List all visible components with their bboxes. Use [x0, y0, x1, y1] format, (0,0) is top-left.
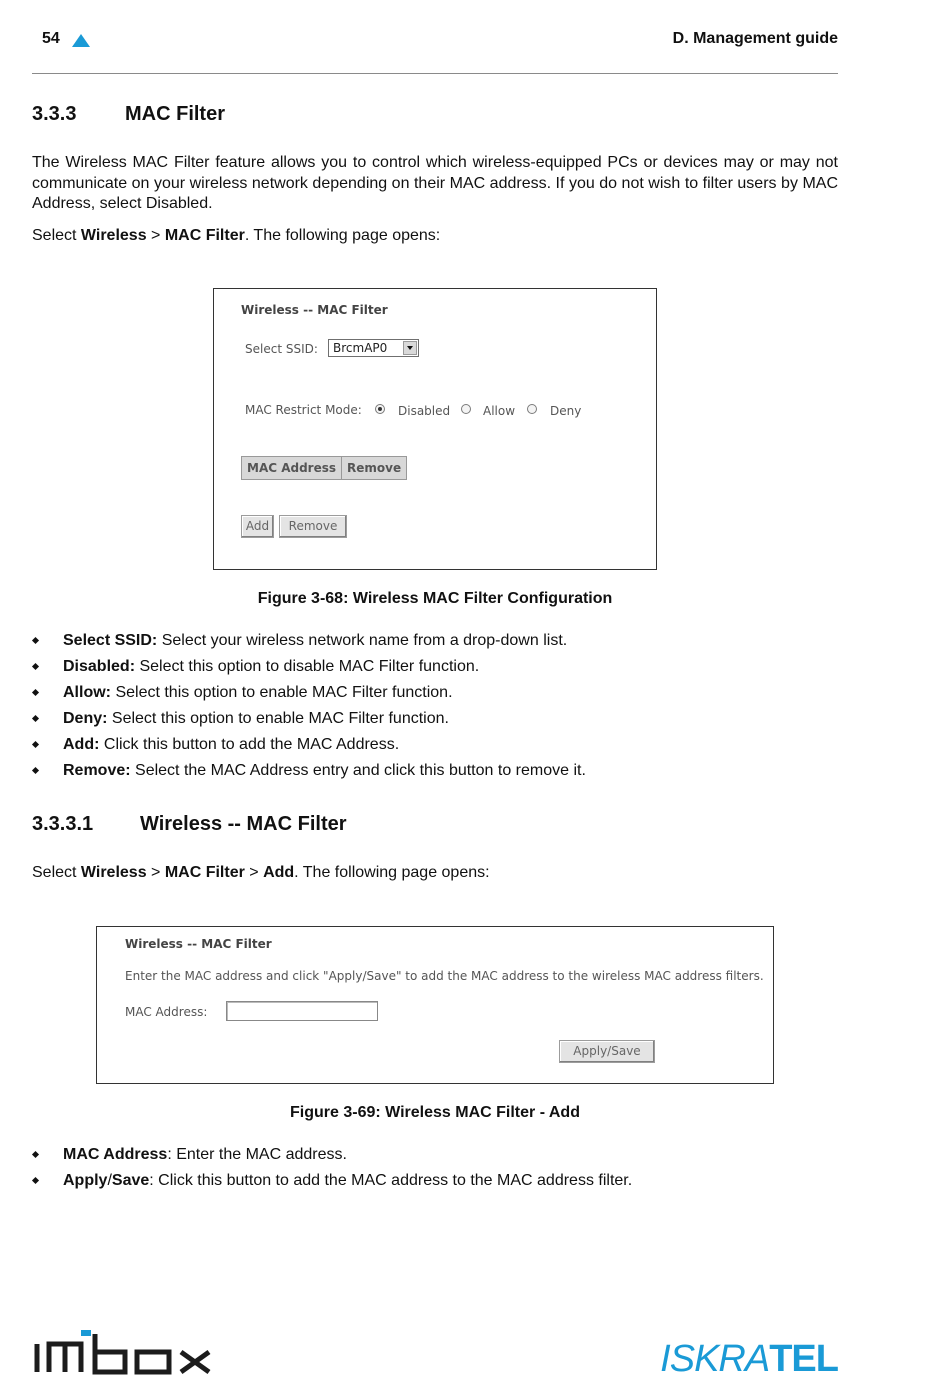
- list-term: Apply: [63, 1172, 108, 1189]
- bullet-icon: [32, 1177, 39, 1184]
- list-item: [63, 1171, 838, 1197]
- list-item: [63, 761, 838, 787]
- bullet-icon: [32, 663, 39, 670]
- list-text: Select this option to enable MAC Filter function.: [107, 710, 449, 727]
- figure-caption-1: Figure 3-68: Wireless MAC Filter Configuration: [257, 590, 613, 607]
- menu-path-wireless: Wireless: [80, 864, 147, 881]
- list-term: Select SSID:: [63, 632, 158, 649]
- ssid-select[interactable]: [328, 339, 419, 357]
- bullet-icon: [32, 767, 39, 774]
- select-suffix: . The following page opens:: [244, 227, 441, 244]
- page-number: 54: [42, 30, 60, 47]
- up-arrow-icon: [72, 34, 90, 47]
- list-item: [63, 631, 838, 657]
- list-text: : Click this button to add the MAC address to the MAC address filter.: [149, 1172, 633, 1189]
- select-prefix: Select: [32, 864, 81, 881]
- panel-title: Wireless -- MAC Filter: [125, 937, 272, 951]
- subsection-title: Wireless -- MAC Filter: [140, 813, 347, 835]
- bullet-icon: [32, 689, 39, 696]
- subsection-number: 3.3.3.1: [32, 813, 94, 835]
- path-separator: >: [146, 864, 165, 881]
- list-text: Select this option to disable MAC Filter function.: [135, 658, 480, 675]
- list-text: Select the MAC Address entry and click this button to remove it.: [130, 762, 586, 779]
- iskratel-logo: [660, 1338, 838, 1381]
- mac-address-label: MAC Address:: [125, 1005, 208, 1019]
- menu-path-add: Add: [263, 864, 295, 881]
- bullet-icon: [32, 637, 39, 644]
- imbox-logo: [33, 1330, 228, 1376]
- add-button[interactable]: Add: [241, 515, 274, 538]
- logo-text-light: ISKRA: [660, 1338, 770, 1380]
- list-text: : Enter the MAC address.: [167, 1146, 347, 1163]
- column-mac-address: MAC Address: [242, 457, 342, 479]
- instruction-text: Enter the MAC address and click "Apply/Save" to add the MAC address to the wireless MAC address filters.: [125, 969, 764, 983]
- list-term: Allow:: [63, 684, 111, 701]
- radio-disabled[interactable]: [375, 404, 385, 414]
- column-remove: Remove: [347, 461, 402, 475]
- option-list: [63, 631, 838, 787]
- radio-allow[interactable]: [461, 404, 471, 414]
- list-term: Remove:: [63, 762, 131, 779]
- figure-caption-2: Figure 3-69: Wireless MAC Filter - Add: [290, 1104, 580, 1121]
- list-term: Disabled:: [63, 658, 136, 675]
- path-separator: >: [146, 227, 165, 244]
- field-list: [63, 1145, 838, 1197]
- select-instruction-2: [32, 863, 838, 884]
- list-text: Click this button to add the MAC Address.: [99, 736, 400, 753]
- section-title: MAC Filter: [125, 103, 225, 125]
- menu-path-mac-filter: MAC Filter: [164, 864, 245, 881]
- bullet-icon: [32, 741, 39, 748]
- path-separator: >: [244, 864, 264, 881]
- menu-path-mac-filter: MAC Filter: [164, 227, 245, 244]
- menu-path-wireless: Wireless: [80, 227, 147, 244]
- list-item: [63, 683, 838, 709]
- mac-address-input[interactable]: [226, 1001, 378, 1021]
- bullet-icon: [32, 715, 39, 722]
- list-item: [63, 657, 838, 683]
- mac-address-table-header: [241, 456, 407, 480]
- intro-paragraph: The Wireless MAC Filter feature allows you to control which wireless-equipped PCs or devices may or may not communicate on your wireless network depending on their MAC address. If you do not wish to filter users by MAC Address, select Disabled.: [32, 154, 838, 212]
- radio-allow-label: Allow: [483, 404, 516, 418]
- section-heading: [32, 103, 225, 126]
- apply-save-button[interactable]: Apply/Save: [559, 1040, 655, 1063]
- list-term: MAC Address: [63, 1146, 168, 1163]
- list-term: Add:: [63, 736, 100, 753]
- panel-title: Wireless -- MAC Filter: [241, 303, 388, 317]
- subsection-heading: [32, 813, 347, 836]
- ssid-label: Select SSID:: [245, 342, 318, 356]
- list-term: Deny:: [63, 710, 108, 727]
- running-title: D. Management guide: [672, 30, 838, 47]
- logo-text-bold: TEL: [769, 1338, 838, 1380]
- list-text: Select your wireless network name from a drop-down list.: [157, 632, 568, 649]
- select-suffix: . The following page opens:: [294, 864, 490, 881]
- radio-deny[interactable]: [527, 404, 537, 414]
- list-term: Save: [111, 1172, 150, 1189]
- select-prefix: Select: [32, 227, 81, 244]
- bullet-icon: [32, 1151, 39, 1158]
- list-text: Select this option to enable MAC Filter function.: [111, 684, 453, 701]
- list-item: [63, 735, 838, 761]
- remove-button[interactable]: Remove: [279, 515, 347, 538]
- section-number: 3.3.3: [32, 103, 77, 125]
- restrict-mode-label: MAC Restrict Mode:: [245, 403, 362, 417]
- select-instruction: [32, 226, 838, 247]
- list-item: [63, 709, 838, 735]
- list-item: [63, 1145, 838, 1171]
- mac-filter-add-screenshot: [96, 926, 774, 1084]
- ssid-selected-value: BrcmAP0: [333, 341, 388, 355]
- mac-filter-config-screenshot: [213, 288, 657, 570]
- chevron-down-icon: [403, 341, 417, 355]
- header-divider: [32, 73, 838, 74]
- radio-disabled-label: Disabled: [398, 404, 451, 418]
- list-term-separator: /: [107, 1172, 112, 1189]
- radio-deny-label: Deny: [550, 404, 582, 418]
